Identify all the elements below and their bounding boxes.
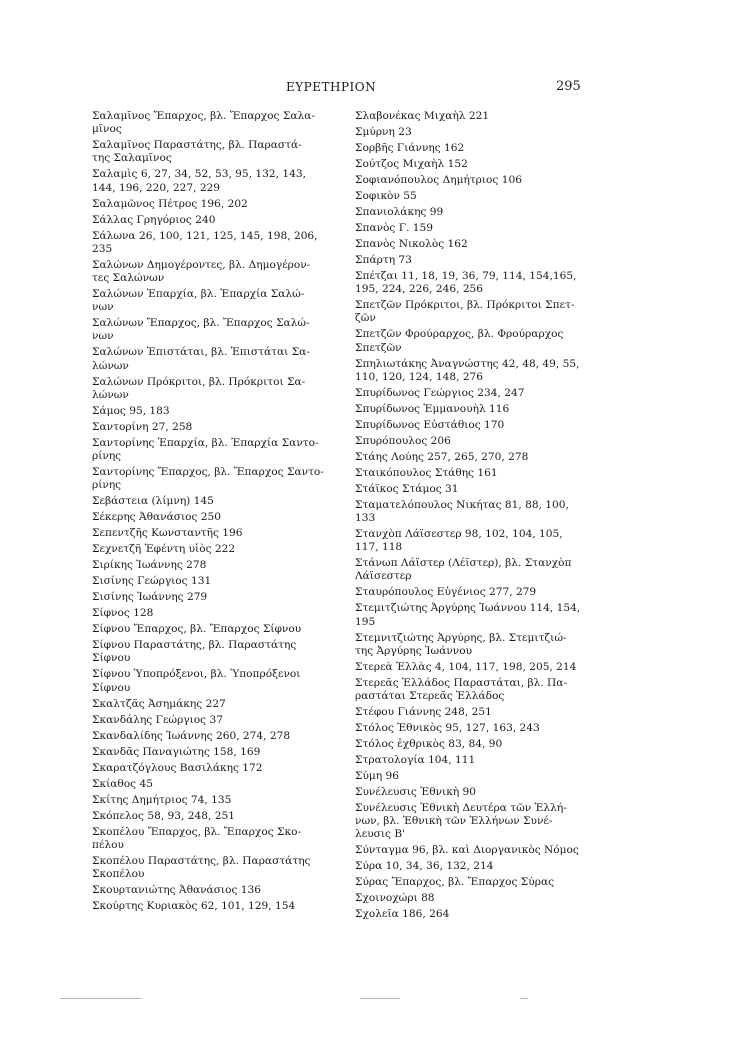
index-entry-line: Σταυρόπουλος Εὐγένιος 277, 279 (355, 586, 537, 599)
index-entry (92, 778, 330, 791)
index-entry-line: Σεπεντζῆς Κωνσταντῆς 196 (92, 527, 243, 540)
index-entry (92, 746, 330, 759)
index-entry-line: Σίφνου (92, 681, 131, 694)
index-entry-line: Σοφικὸν 55 (355, 190, 417, 202)
index-entry (355, 158, 617, 171)
index-entry (92, 559, 330, 572)
index-entry-line: Στόλος ἐχθρικὸς 83, 84, 90 (355, 738, 503, 751)
index-column-left (92, 110, 330, 916)
index-entry-line: Σίφνος 128 (92, 607, 154, 620)
index-entry-line: Σαντορίνης Ἔπαρχος, βλ. Ἔπαρχος Σαντο- (92, 466, 324, 479)
running-head: ΕΥΡΕΤΗΡΙΟΝ (286, 80, 377, 94)
index-entry-line: Σκοπέλου Παραστάτης, βλ. Παραστάτης (92, 854, 311, 867)
index-entry-line: Σύρα 10, 34, 36, 132, 214 (355, 860, 494, 873)
index-entry-line: Σπετζῶν Πρόκριτοι, βλ. Πρόκριτοι Σπετ- (355, 299, 575, 312)
index-entry (355, 451, 617, 464)
index-entry-line: Σταματελόπουλος Νικήτας 81, 88, 100, (355, 498, 569, 511)
index-entry-line: Σορβῆς Γιάννης 162 (355, 142, 465, 154)
index-entry-line: Σαλώνων Ἐπαρχία, βλ. Ἐπαρχία Σαλώ- (92, 288, 305, 301)
index-entry-line: Σίφνου Ἔπαρχος, βλ. Ἔπαρχος Σίφνου (92, 623, 302, 636)
index-entry (355, 786, 617, 799)
index-entry (92, 623, 330, 636)
index-entry (355, 892, 617, 905)
index-entry-line: Σπυρόπουλος 206 (355, 434, 451, 447)
index-entry (92, 288, 330, 314)
index-entry-line: Σίφνου Παραστάτης, βλ. Παραστάτης (92, 639, 297, 652)
index-entry-line: Σμύρνη 23 (355, 126, 412, 138)
footer-smudge-left (60, 998, 142, 999)
index-entry (92, 762, 330, 775)
index-entry-line: Σαλαμῖνος Παραστάτης, βλ. Παραστά- (92, 139, 302, 152)
index-entry-line: Σπυρίδωνος Γεώργιος 234, 247 (355, 386, 525, 399)
index-entry-line: Σύμη 96 (355, 770, 400, 783)
index-entry-line: Σταικόπουλος Στάθης 161 (355, 466, 498, 479)
index-entry (355, 142, 617, 155)
index-entry-line: Σπανιολάκης 99 (355, 206, 444, 218)
index-entry (355, 435, 617, 448)
index-entry-line: λώνων (92, 388, 129, 401)
index-entry (92, 437, 330, 463)
index-entry-line: νων (92, 330, 114, 343)
index-entry-line: νων, βλ. Ἐθνικὴ τῶν Ἑλλήνων Συνέ- (355, 815, 553, 828)
index-entry (92, 591, 330, 604)
index-entry-line: 195, 224, 226, 246, 256 (355, 283, 484, 296)
index-entry (355, 358, 617, 384)
index-entry (92, 810, 330, 823)
index-entry (92, 405, 330, 418)
index-entry (355, 754, 617, 767)
index-entry (92, 214, 330, 227)
index-entry (92, 575, 330, 588)
index-entry-line: Σαλώνων Δημογέροντες, βλ. Δημογέρον- (92, 258, 311, 271)
index-entry-line: Σκόπελος 58, 93, 248, 251 (92, 809, 235, 822)
index-entry (355, 876, 617, 889)
index-entry-line: Σαλαμῖνος Ἔπαρχος, βλ. Ἔπαρχος Σαλα- (92, 110, 315, 122)
index-entry-line: Σλαβονέκας Μιχαὴλ 221 (355, 110, 490, 122)
index-entry (355, 467, 617, 480)
index-entry-line: Σάλωνα 26, 100, 121, 125, 145, 198, 206, (92, 229, 318, 242)
index-entry-line: τες Σαλώνων (92, 272, 165, 285)
index-entry-line: Συνέλευσις Ἐθνικὴ 90 (355, 786, 477, 799)
index-entry (92, 346, 330, 372)
index-entry (92, 698, 330, 711)
index-entry-line: Στερεὰ Ἑλλὰς 4, 104, 117, 198, 205, 214 (355, 660, 577, 673)
index-entry (92, 168, 330, 194)
index-entry-line: Σεβάστεια (λίμνη) 145 (92, 495, 214, 508)
index-entry-line: 195 (355, 615, 376, 628)
index-entry (355, 499, 617, 525)
index-entry-line: ρίνης (92, 450, 122, 463)
index-entry-line: Σοφιανόπουλος Δημήτριος 106 (355, 174, 522, 186)
index-entry (355, 770, 617, 783)
index-entry (92, 376, 330, 402)
index-entry-line: πέλου (92, 838, 124, 851)
index-entry-line: Σίφνου (92, 652, 131, 665)
index-entry-line: Σαντορίνης Ἐπαρχία, βλ. Ἐπαρχία Σαντο- (92, 436, 319, 449)
index-entry-line: Σπυρίδωνος Ἐμμανουὴλ 116 (355, 402, 510, 415)
index-entry-line: Στέφου Γιάννης 248, 251 (355, 706, 492, 719)
footer-smudge-right (520, 998, 528, 999)
index-entry-line: Σιρίκης Ἰωάννης 278 (92, 559, 207, 572)
index-entry (355, 908, 617, 921)
index-entry-line: Σεχνετζῆ Ἐφέντη υἱὸς 222 (92, 543, 236, 556)
index-entry-line: Σάλλας Γρηγόριος 240 (92, 213, 216, 226)
index-entry (92, 466, 330, 492)
index-entry-line: της Ἀργύρης Ἰωάννου (355, 644, 473, 657)
index-entry-line: Σάμος 95, 183 (92, 404, 170, 417)
index-entry-line: 110, 120, 124, 148, 276 (355, 370, 484, 383)
index-entry (355, 110, 617, 123)
index-entry-line: Στάης Λούης 257, 265, 270, 278 (355, 450, 529, 463)
index-entry (92, 139, 330, 165)
index-entry-line: Στεμιτζιώτης Ἀργύρης Ἰωάννου 114, 154, (355, 602, 581, 615)
index-entry-line: Σκανδάλης Γεώργιος 37 (92, 713, 223, 726)
index-entry (92, 855, 330, 881)
index-entry-line: Σαλώνων Ἐπιστάται, βλ. Ἐπιστάται Σα- (92, 346, 310, 359)
index-entry (92, 110, 330, 136)
index-entry (355, 844, 617, 857)
index-entry (355, 222, 617, 235)
index-entry (355, 328, 617, 354)
index-entry-line: 133 (355, 512, 376, 525)
index-entry-line: Σαλαμὶς 6, 27, 34, 52, 53, 95, 132, 143, (92, 168, 306, 181)
index-entry-line: λευσις Β' (355, 828, 406, 841)
index-entry-line: Σπανὸς Νικολὸς 162 (355, 238, 468, 250)
index-entry-line: Λάϊσεστερ (355, 570, 412, 583)
index-entry (92, 900, 330, 913)
index-entry-line: ραστάται Στερεᾶς Ἑλλάδος (355, 690, 505, 703)
index-entry (355, 677, 617, 703)
index-entry (355, 419, 617, 432)
page-number: 295 (556, 79, 581, 94)
index-entry-line: Σκουρτανιώτης Ἀθανάσιος 136 (92, 884, 261, 897)
index-entry (355, 557, 617, 583)
index-entry-line: 117, 118 (355, 541, 403, 554)
index-entry (355, 206, 617, 219)
index-entry-line: Σκούρτης Κυριακὸς 62, 101, 129, 154 (92, 900, 296, 913)
index-entry (92, 639, 330, 665)
index-entry-line: Σπετζῶν (355, 341, 402, 354)
index-entry-line: Σαλώνων Πρόκριτοι, βλ. Πρόκριτοι Σα- (92, 375, 306, 388)
index-entry-line: Σκανδαλίδης Ἰωάννης 260, 274, 278 (92, 729, 291, 742)
index-entry-line: Συνέλευσις Ἐθνικὴ Δευτέρα τῶν Ἑλλή- (355, 802, 567, 815)
index-entry-line: Σύρας Ἔπαρχος, βλ. Ἔπαρχος Σύρας (355, 876, 555, 889)
index-entry-line: Σκοπέλου Ἔπαρχος, βλ. Ἔπαρχος Σκο- (92, 825, 302, 838)
index-entry (355, 254, 617, 267)
index-entry (92, 527, 330, 540)
index-entry-line: Σπανὸς Γ. 159 (355, 222, 434, 234)
index-entry-line: 235 (92, 242, 113, 255)
index-entry-line: Σχοινοχώρι 88 (355, 892, 435, 905)
index-entry (355, 706, 617, 719)
index-entry (355, 126, 617, 139)
index-entry-line: Στερεᾶς Ἑλλάδος Παραστάται, βλ. Πα- (355, 676, 568, 689)
index-entry (355, 270, 617, 296)
index-entry (92, 607, 330, 620)
index-entry (92, 730, 330, 743)
index-entry-line: Στάνωπ Λάϊστερ (Λέϊστερ), βλ. Στανχὸπ (355, 557, 572, 570)
index-entry-line: της Σαλαμῖνος (92, 152, 172, 165)
index-entry-line: μῖνος (92, 123, 122, 136)
index-entry (92, 198, 330, 211)
index-entry (355, 632, 617, 658)
index-entry-line: νων (92, 301, 114, 314)
index-entry-line: ζῶν (355, 312, 376, 325)
index-entry-line: Σίφνου Ὑποπρόξενοι, βλ. Ὑποπρόξενοι (92, 668, 301, 681)
index-entry-line: Σύνταγμα 96, βλ. καὶ Διοργανικὸς Νόμος (355, 844, 579, 857)
index-entry-line: Σέκερης Ἀθανάσιος 250 (92, 511, 222, 524)
index-entry (355, 738, 617, 751)
index-entry (355, 387, 617, 400)
index-entry (92, 714, 330, 727)
index-entry (355, 483, 617, 496)
index-entry-line: Σούτζος Μιχαὴλ 152 (355, 158, 468, 170)
index-entry (355, 602, 617, 628)
index-entry (92, 495, 330, 508)
index-entry-line: Σκοπέλου (92, 868, 145, 881)
index-entry-line: Στανχὸπ Λάϊσεστερ 98, 102, 104, 105, (355, 528, 563, 541)
index-entry (355, 528, 617, 554)
index-entry-line: Σχολεῖα 186, 264 (355, 908, 450, 921)
index-entry-line: Σισίνης Γεώργιος 131 (92, 575, 212, 588)
index-entry-line: Στόλος Ἐθνικὸς 95, 127, 163, 243 (355, 722, 540, 735)
index-entry-line: Σπέτζαι 11, 18, 19, 36, 79, 114, 154,165, (355, 270, 577, 282)
index-entry-line: Σπηλιωτάκης Ἀναγνώστης 42, 48, 49, 55, (355, 357, 580, 370)
index-column-right (355, 110, 617, 924)
index-entry-line: Σαλαμῶνος Πέτρος 196, 202 (92, 197, 248, 210)
index-entry (355, 174, 617, 187)
index-entry-line: ρίνης (92, 479, 122, 492)
index-entry (355, 403, 617, 416)
index-entry (92, 317, 330, 343)
index-entry (355, 299, 617, 325)
index-entry (355, 190, 617, 203)
index-entry (355, 722, 617, 735)
index-entry (92, 668, 330, 694)
index-entry-line: Σπετζῶν Φρούραρχος, βλ. Φρούραρχος (355, 328, 564, 341)
index-entry-line: λώνων (92, 359, 129, 372)
index-entry (355, 860, 617, 873)
index-entry-line: Σκίτης Δημήτριος 74, 135 (92, 793, 232, 806)
index-entry-line: Σκίαθος 45 (92, 777, 153, 790)
index-entry-line: 144, 196, 220, 227, 229 (92, 181, 221, 194)
index-entry (92, 421, 330, 434)
index-entry (355, 238, 617, 251)
index-entry (92, 794, 330, 807)
index-entry (355, 802, 617, 842)
index-entry-line: Στεμνιτζιώτης Ἀργύρης, βλ. Στεμιτζιώ- (355, 631, 567, 644)
index-entry (92, 884, 330, 897)
index-entry-line: Σκανδᾶς Παναγιώτης 158, 169 (92, 745, 261, 758)
index-entry (92, 511, 330, 524)
index-entry-line: Σπυρίδωνος Εὐστάθιος 170 (355, 418, 505, 431)
index-entry-line: Σισίνης Ἰωάννης 279 (92, 591, 208, 604)
index-entry (92, 230, 330, 256)
index-entry-line: Σπάρτη 73 (355, 254, 412, 266)
index-entry-line: Στρατολογία 104, 111 (355, 754, 476, 767)
index-entry (92, 259, 330, 285)
index-entry-line: Σαλώνων Ἔπαρχος, βλ. Ἔπαρχος Σαλώ- (92, 317, 310, 330)
footer-smudge-center (360, 998, 400, 999)
index-entry-line: Στάϊκος Στάμος 31 (355, 482, 459, 495)
index-entry-line: Σαντορίνη 27, 258 (92, 420, 193, 433)
index-entry-line: Σκαρατζόγλους Βασιλάκης 172 (92, 761, 263, 774)
index-entry (355, 586, 617, 599)
index-entry (355, 661, 617, 674)
index-entry (92, 543, 330, 556)
index-entry-line: Σκαλτζᾶς Ἀσημάκης 227 (92, 697, 226, 710)
index-entry (92, 826, 330, 852)
